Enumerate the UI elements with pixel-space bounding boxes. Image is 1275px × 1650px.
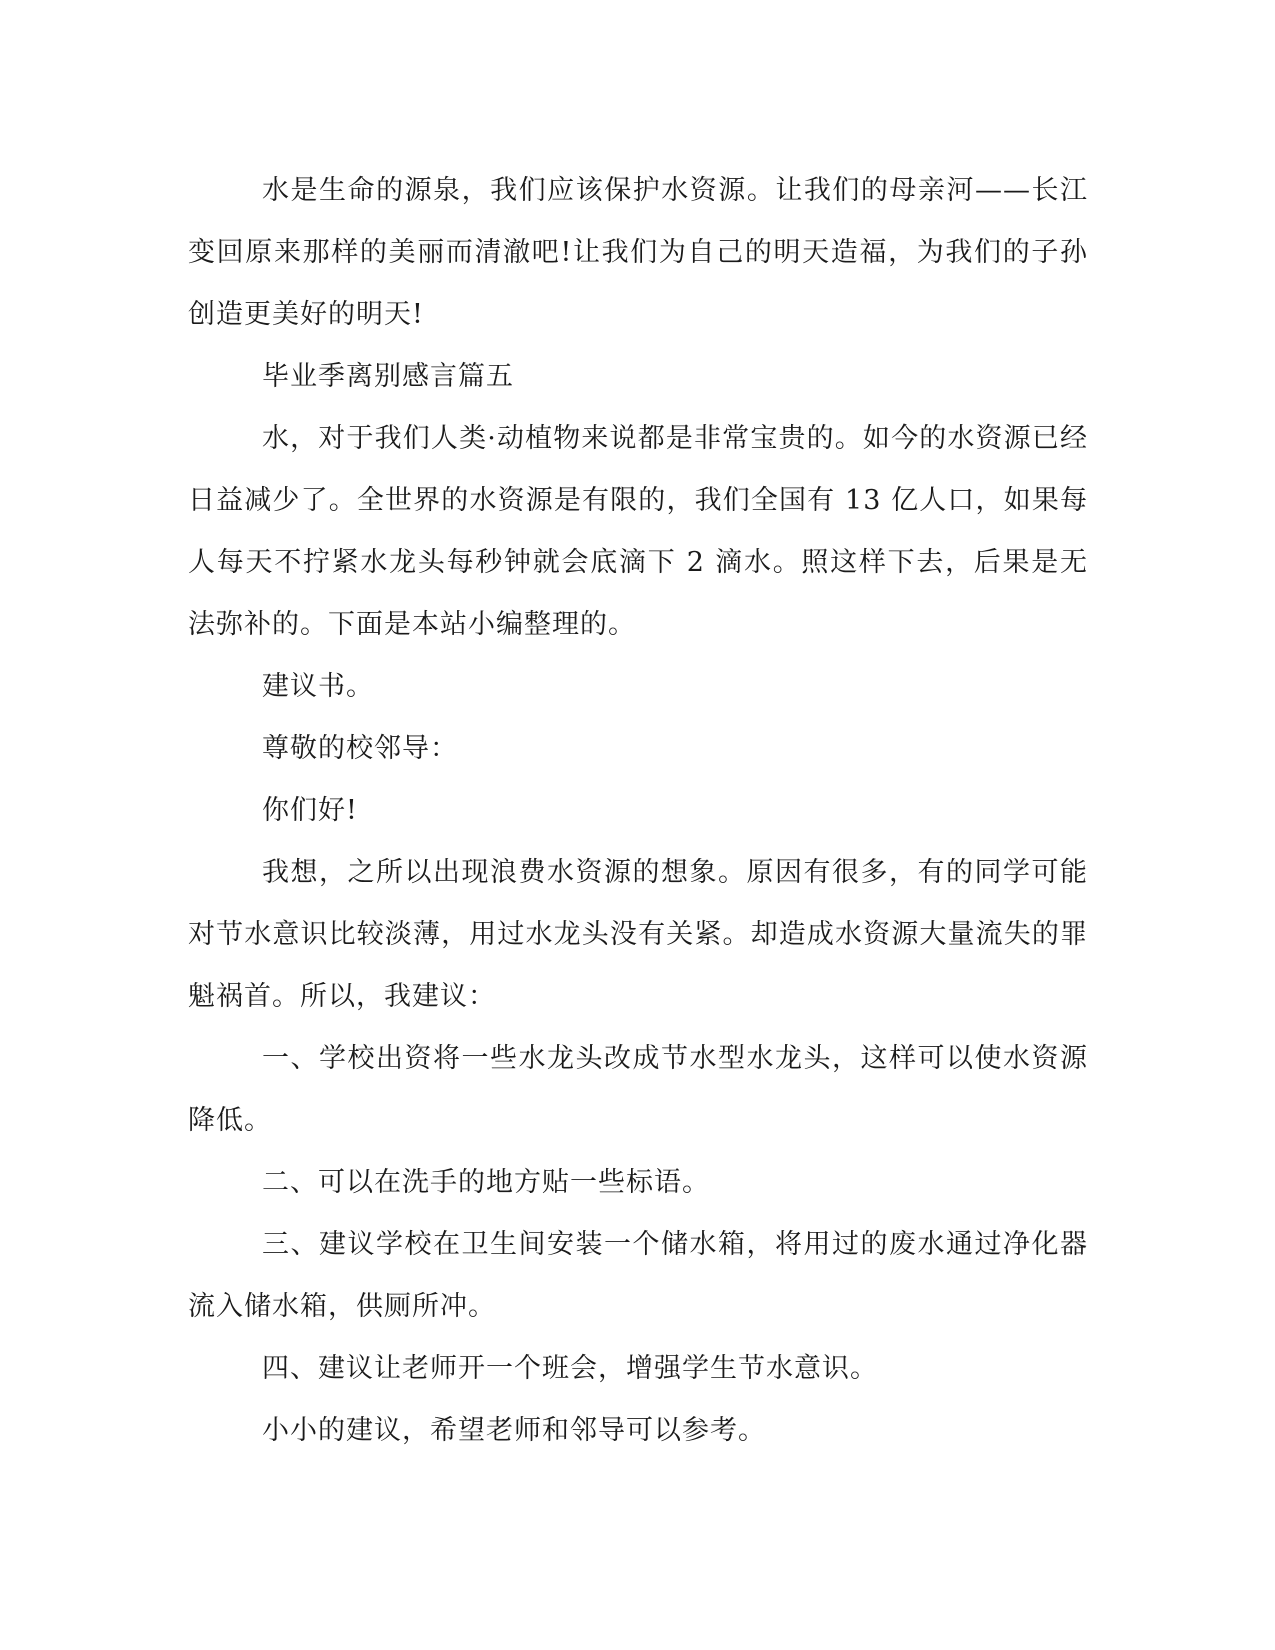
section-heading: 毕业季离别感言篇五 <box>262 361 514 392</box>
paragraph-reasons: 我想，之所以出现浪费水资源的想象。原因有很多，有的同学可能对节水意识比较淡薄，用过水龙头没有关紧。却造成水资源大量流失的罪魁祸首。所以，我建议： <box>188 857 1088 1012</box>
letter-title: 建议书。 <box>262 671 374 702</box>
paragraph-water-value: 水，对于我们人类·动植物来说都是非常宝贵的。如今的水资源已经日益减少了。全世界的水资源是有限的，我们全国有 13 亿人口，如果每人每天不拧紧水龙头每秒钟就会底滴下 2 滴水。照这样下去，后果是无法弥补的。下面是本站小编整理的。 <box>188 423 1088 640</box>
suggestion-item-4: 四、建议让老师开一个班会，增强学生节水意识。 <box>262 1353 878 1384</box>
suggestion-item-1: 一、学校出资将一些水龙头改成节水型水龙头，这样可以使水资源降低。 <box>188 1043 1088 1136</box>
paragraph-water-source: 水是生命的源泉，我们应该保护水资源。让我们的母亲河——长江变回原来那样的美丽而清澈吧!让我们为自己的明天造福，为我们的子孙创造更美好的明天! <box>188 175 1088 330</box>
document-body <box>188 160 1088 1462</box>
suggestion-item-2: 二、可以在洗手的地方贴一些标语。 <box>262 1167 710 1198</box>
letter-greeting: 你们好! <box>262 795 358 826</box>
suggestion-item-3: 三、建议学校在卫生间安装一个储水箱，将用过的废水通过净化器流入储水箱，供厕所冲。 <box>188 1229 1088 1322</box>
letter-salutation: 尊敬的校邻导： <box>262 733 458 764</box>
closing-line: 小小的建议，希望老师和邻导可以参考。 <box>262 1415 766 1446</box>
